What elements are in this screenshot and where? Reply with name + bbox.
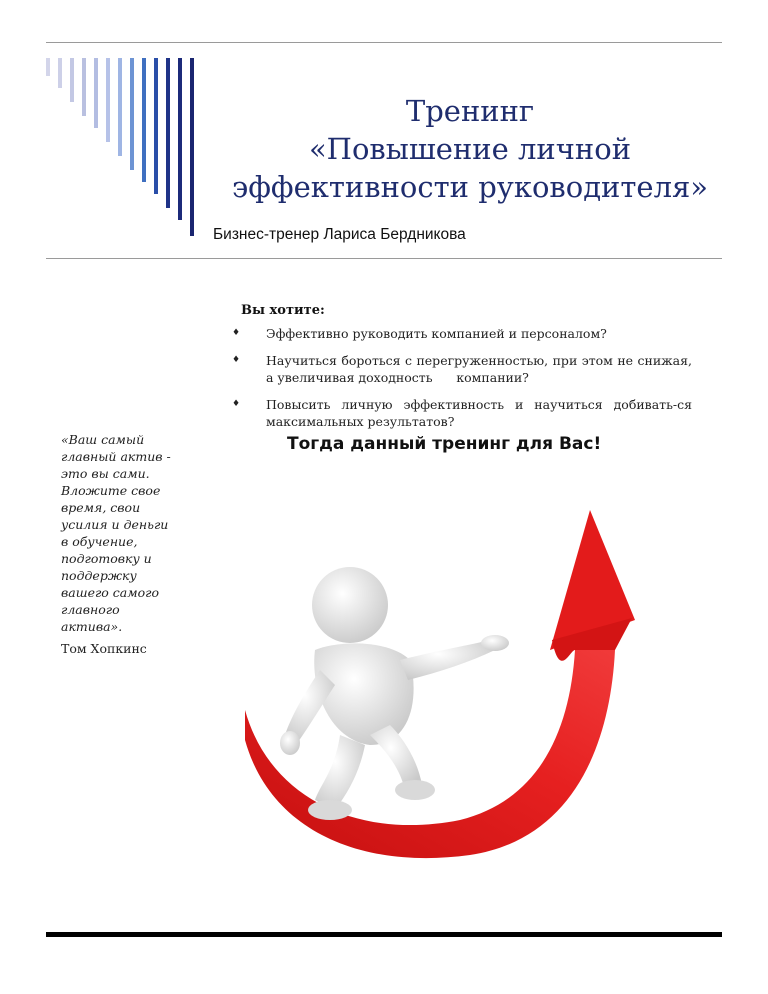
decor-bar — [58, 58, 62, 88]
diamond-bullet-icon: ♦ — [232, 355, 241, 365]
title-line: «Повышение личной — [308, 132, 632, 166]
decor-bar — [70, 58, 74, 102]
person-foot-right — [395, 780, 435, 800]
top-rule — [46, 42, 722, 43]
intro-bullet-list — [232, 325, 696, 440]
bullet-text: Научиться бороться с перегруженностью, при этом не снижая, а увеличивая доходность компании? — [266, 353, 696, 385]
person-leg-left — [315, 735, 365, 810]
decor-bar — [82, 58, 86, 116]
trainer-name: Бизнес-тренер Лариса Бердникова — [213, 226, 466, 243]
person-foot-left — [308, 800, 352, 820]
person-arm-right — [400, 640, 495, 680]
quote-author: Том Хопкинс — [61, 641, 147, 656]
decor-bar — [46, 58, 50, 76]
decor-bar — [142, 58, 146, 182]
person-on-arrow-illustration — [240, 500, 640, 860]
bullet-text: Повысить личную эффективность и научиться добивать-ся максимальных результатов? — [266, 397, 696, 429]
decor-bar — [94, 58, 98, 128]
title-line: эффективности руководителя» — [231, 170, 709, 204]
document-title — [210, 92, 730, 206]
title-line: Тренинг — [405, 94, 535, 128]
person-figure — [280, 567, 509, 820]
decor-bar — [106, 58, 110, 142]
decor-bar — [118, 58, 122, 156]
list-item — [232, 325, 692, 342]
decor-bar — [166, 58, 170, 208]
diamond-bullet-icon: ♦ — [232, 328, 241, 338]
decor-bar — [130, 58, 134, 170]
call-to-action: Тогда данный тренинг для Вас! — [287, 434, 602, 454]
person-torso — [314, 643, 413, 745]
decor-bar — [190, 58, 194, 236]
list-item — [232, 352, 696, 386]
quote-text: «Ваш самый главный актив - это вы сами. Вложите свое время, свои усилия и деньги в обучение, подготовку и поддержку вашего самого главного актива». — [61, 432, 171, 634]
list-item — [232, 396, 696, 430]
person-head — [312, 567, 388, 643]
decorative-bars — [46, 58, 196, 238]
bullet-text: Эффективно руководить компанией и персоналом? — [266, 326, 607, 341]
decor-bar — [154, 58, 158, 194]
decor-bar — [178, 58, 182, 220]
person-hand-right — [481, 635, 509, 651]
middle-rule — [46, 258, 722, 259]
arrow-ribbon — [245, 650, 615, 858]
bottom-rule — [46, 932, 722, 937]
diamond-bullet-icon: ♦ — [232, 399, 241, 409]
intro-heading: Вы хотите: — [241, 303, 325, 318]
person-hand-left — [280, 731, 300, 755]
